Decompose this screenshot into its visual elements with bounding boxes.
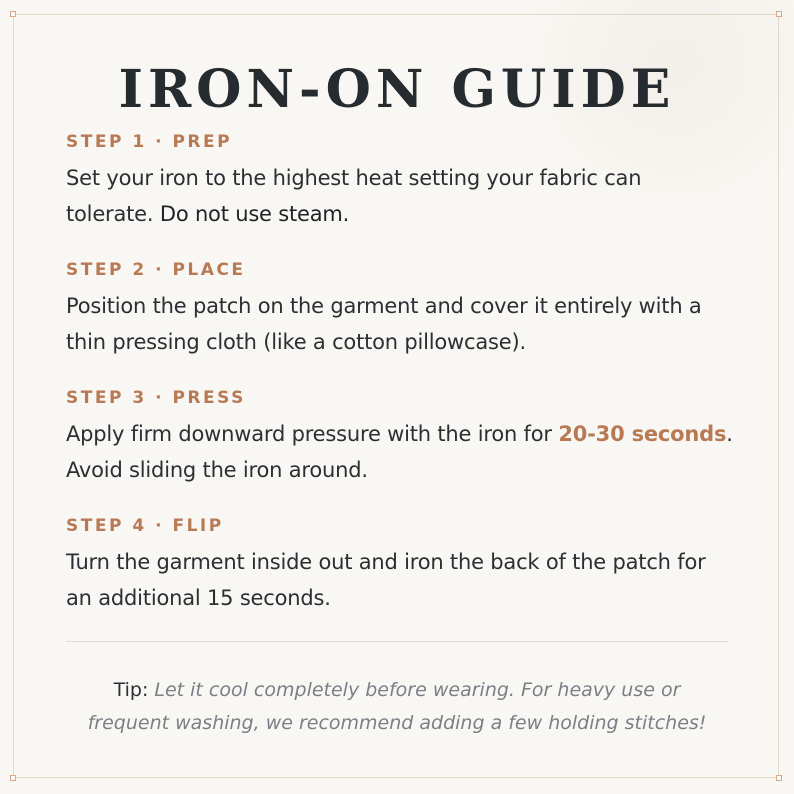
step-press [66,386,734,514]
tip-note [86,674,708,740]
corner-ornament [10,775,16,781]
step-prep [66,130,734,258]
tip-label: Tip: [113,679,149,701]
step-text [66,416,734,488]
page-title: IRON-ON GUIDE [118,59,676,120]
step-text-part: . Avoid sliding the iron around. [66,422,733,482]
step-place [66,258,734,386]
tip-text: Let it cool completely before wearing. For heavy use or frequent washing, we recommend adding a few holding stitches! [87,679,707,734]
corner-ornament [776,775,782,781]
step-emphasis: 20-30 seconds [558,422,727,446]
step-text [66,160,734,232]
step-text [66,544,734,616]
step-text-part: Position the patch on the garment and cover it entirely with a thin pressing cloth (like a cotton pillowcase). [66,294,702,354]
step-label: STEP 2 · PLACE [66,260,246,280]
step-label: STEP 4 · FLIP [66,516,224,536]
step-label: STEP 3 · PRESS [66,388,246,408]
corner-ornament [776,11,782,17]
step-text-part: Apply firm downward pressure with the iron for [66,422,559,446]
step-emphasis: Do not use steam. [159,202,350,226]
divider [66,641,728,642]
step-flip [66,514,734,642]
step-text-part: Set your iron to the highest heat setting your fabric can tolerate. [66,166,642,226]
steps-list [66,130,734,642]
step-label: STEP 1 · PREP [66,132,233,152]
corner-ornament [10,11,16,17]
step-text [66,288,734,360]
step-text-part: Turn the garment inside out and iron the back of the patch for an additional 15 seconds. [66,550,706,610]
